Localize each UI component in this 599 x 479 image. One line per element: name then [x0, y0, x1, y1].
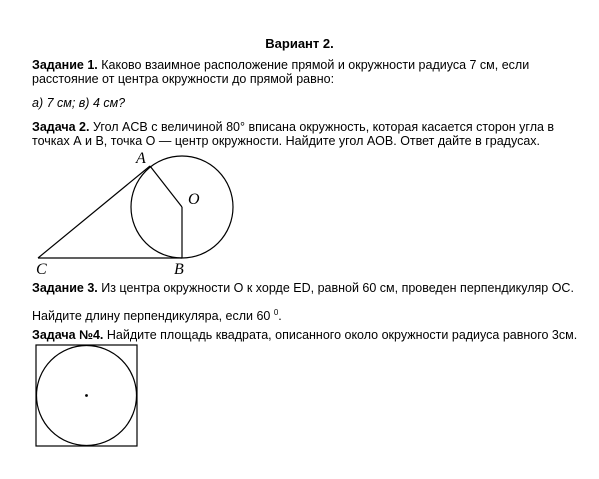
degree-mark: 0 — [273, 308, 279, 317]
page-title: Вариант 2. — [265, 36, 334, 51]
circle-center-dot — [85, 394, 88, 397]
task1-answers: а) 7 см; в) 4 см? — [32, 96, 126, 110]
task3-text-end: . — [278, 309, 282, 324]
task2-text-part1: Угол ACB с величиной 80° вписана окружность, которая касается сторон угла в — [89, 120, 555, 134]
task2-line2: точках А и В, точка О — центр окружности. Найдите угол AOB. Ответ дайте в градусах. — [32, 134, 541, 148]
task1-text-part1: Каково взаимное расположение прямой и окружности радиуса 7 см, если — [97, 58, 530, 72]
task4-label: Задача №4. — [32, 328, 104, 342]
task1-line2: расстояние от центра окружности до прямой равно: — [32, 72, 335, 86]
point-label-o: O — [188, 191, 200, 208]
point-label-b: B — [174, 261, 184, 278]
point-label-a: A — [136, 150, 146, 167]
task2-label: Задача 2. — [32, 120, 90, 134]
task4-text: Найдите площадь квадрата, описанного около окружности радиуса равного 3см. — [103, 328, 578, 342]
task3-label: Задание 3. — [32, 281, 98, 295]
task1-label: Задание 1. — [32, 58, 98, 72]
task3-text-part2: Найдите длину перпендикуляра, если 60 — [32, 309, 274, 324]
tangent-line-ca — [38, 166, 150, 258]
task2-figure — [38, 156, 233, 258]
radius-oa — [150, 166, 182, 207]
point-label-c: C — [36, 261, 47, 278]
task3-text-part1: Из центра окружности O к хорде ED, равной 60 см, проведен перпендикуляр OC. — [97, 281, 574, 295]
